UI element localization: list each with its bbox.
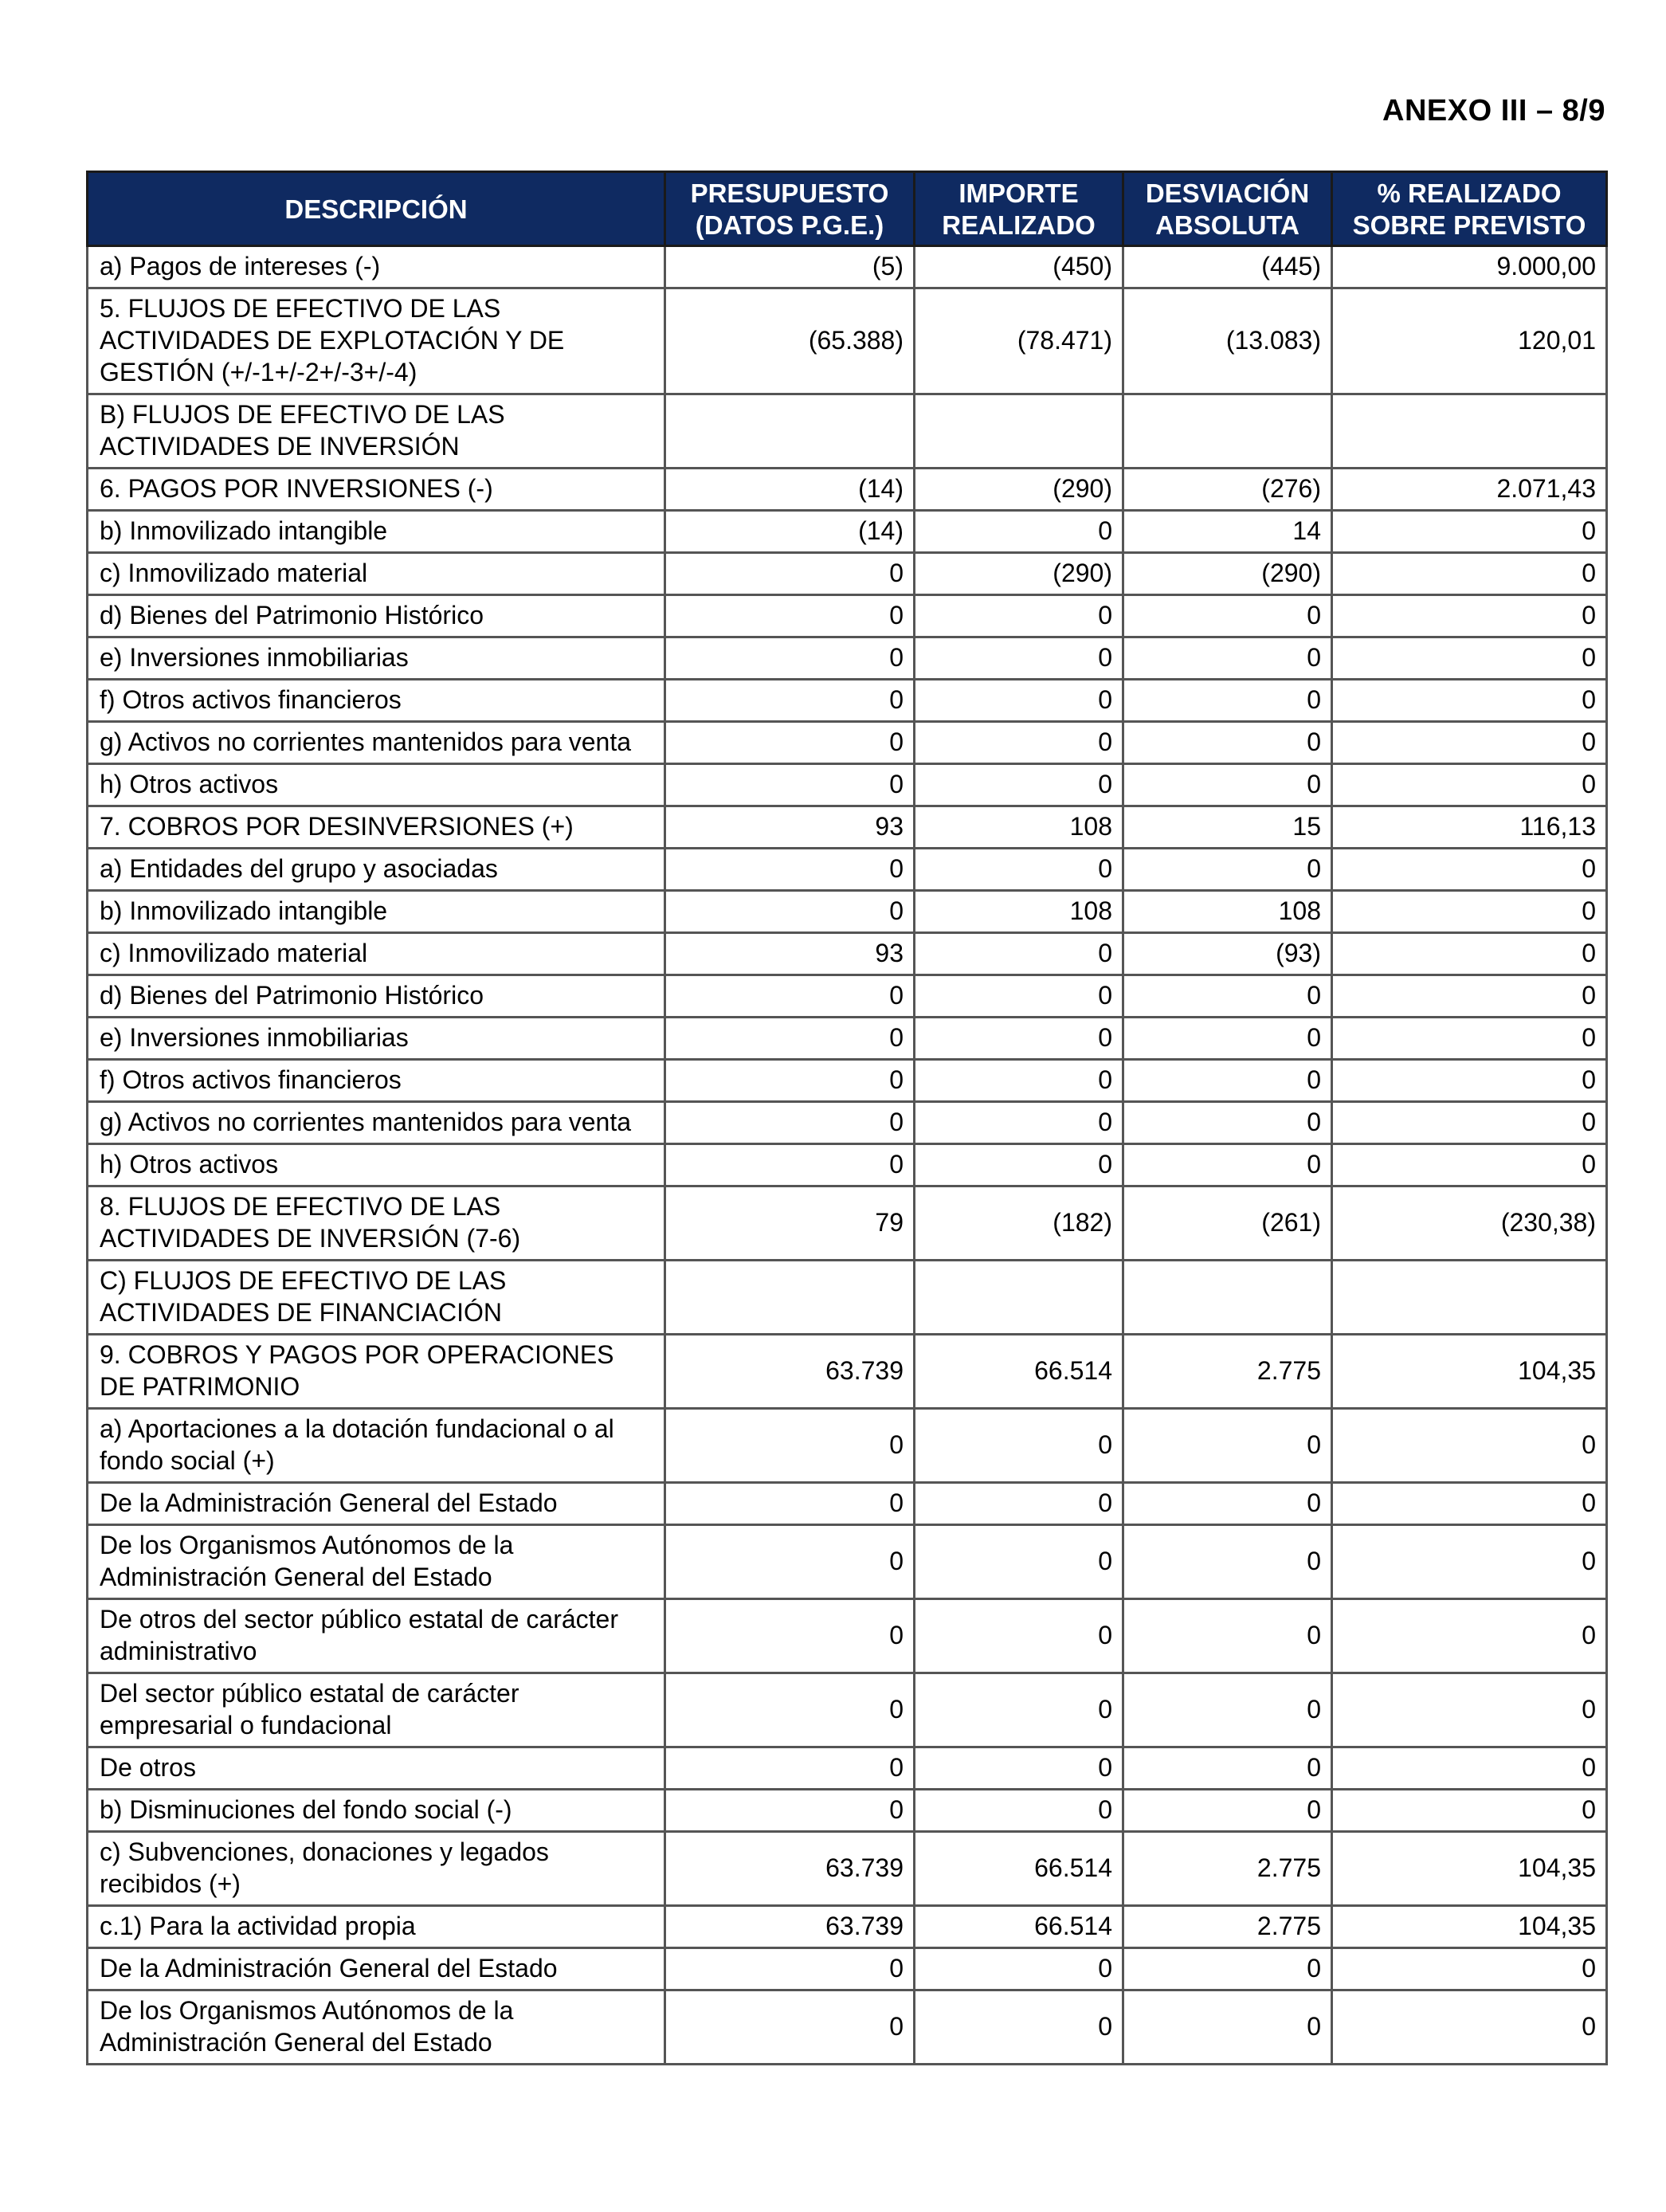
cell-desviacion: 0 xyxy=(1123,1102,1332,1144)
cell-presupuesto: 0 xyxy=(665,1483,915,1525)
cell-presupuesto xyxy=(665,1261,915,1335)
cell-descripcion: f) Otros activos financieros xyxy=(88,1060,665,1102)
cell-presupuesto: (65.388) xyxy=(665,288,915,394)
cell-descripcion: c) Inmovilizado material xyxy=(88,933,665,975)
cell-porcentaje: 0 xyxy=(1332,1948,1607,1990)
cell-descripcion: d) Bienes del Patrimonio Histórico xyxy=(88,975,665,1018)
cell-presupuesto: 0 xyxy=(665,764,915,806)
cell-descripcion: a) Pagos de intereses (-) xyxy=(88,246,665,288)
cell-importe: 0 xyxy=(915,1747,1123,1790)
cell-desviacion: 0 xyxy=(1123,595,1332,637)
cell-descripcion: g) Activos no corrientes mantenidos para venta xyxy=(88,722,665,764)
table-row xyxy=(88,1144,1607,1186)
cell-porcentaje: 0 xyxy=(1332,511,1607,553)
table-row xyxy=(88,849,1607,891)
table-row xyxy=(88,1483,1607,1525)
table-row xyxy=(88,1018,1607,1060)
cell-porcentaje: 0 xyxy=(1332,1990,1607,2065)
table-row xyxy=(88,246,1607,288)
cell-presupuesto: 0 xyxy=(665,1790,915,1832)
cell-presupuesto: 0 xyxy=(665,1102,915,1144)
cell-descripcion: b) Inmovilizado intangible xyxy=(88,511,665,553)
cell-desviacion: (261) xyxy=(1123,1186,1332,1261)
cell-importe: 0 xyxy=(915,1409,1123,1483)
cell-importe: 0 xyxy=(915,1990,1123,2065)
cell-descripcion: b) Disminuciones del fondo social (-) xyxy=(88,1790,665,1832)
cell-desviacion: 0 xyxy=(1123,1747,1332,1790)
cell-porcentaje: 0 xyxy=(1332,1525,1607,1599)
table-row xyxy=(88,637,1607,680)
table-row xyxy=(88,1832,1607,1906)
header-descripcion: DESCRIPCIÓN xyxy=(88,172,665,246)
cell-descripcion: f) Otros activos financieros xyxy=(88,680,665,722)
cell-desviacion: 0 xyxy=(1123,1483,1332,1525)
cell-porcentaje: 0 xyxy=(1332,849,1607,891)
cell-porcentaje: 104,35 xyxy=(1332,1832,1607,1906)
cell-descripcion: De los Organismos Autónomos de la Administración General del Estado xyxy=(88,1525,665,1599)
table-header-row xyxy=(88,172,1607,246)
cash-flow-table xyxy=(86,171,1608,2065)
cell-presupuesto: 0 xyxy=(665,722,915,764)
table-row xyxy=(88,1102,1607,1144)
cell-descripcion: a) Entidades del grupo y asociadas xyxy=(88,849,665,891)
cell-descripcion: C) FLUJOS DE EFECTIVO DE LAS ACTIVIDADES DE FINANCIACIÓN xyxy=(88,1261,665,1335)
cell-porcentaje: 104,35 xyxy=(1332,1335,1607,1409)
cell-porcentaje: 0 xyxy=(1332,1144,1607,1186)
table-row xyxy=(88,1990,1607,2065)
cell-descripcion: De otros del sector público estatal de carácter administrativo xyxy=(88,1599,665,1673)
cell-presupuesto: 0 xyxy=(665,1599,915,1673)
cell-descripcion: h) Otros activos xyxy=(88,1144,665,1186)
cell-porcentaje: 0 xyxy=(1332,1673,1607,1747)
cell-desviacion: 0 xyxy=(1123,764,1332,806)
table-body xyxy=(88,246,1607,2065)
table-row xyxy=(88,1186,1607,1261)
table-row xyxy=(88,891,1607,933)
cell-importe: (290) xyxy=(915,553,1123,595)
cell-descripcion: c) Subvenciones, donaciones y legados recibidos (+) xyxy=(88,1832,665,1906)
cell-porcentaje: 0 xyxy=(1332,680,1607,722)
cell-importe: 0 xyxy=(915,511,1123,553)
cell-desviacion: (290) xyxy=(1123,553,1332,595)
header-porcentaje: % REALIZADO SOBRE PREVISTO xyxy=(1332,172,1607,246)
cell-descripcion: De los Organismos Autónomos de la Administración General del Estado xyxy=(88,1990,665,2065)
table-row xyxy=(88,1790,1607,1832)
cell-presupuesto: 0 xyxy=(665,595,915,637)
cell-presupuesto: 0 xyxy=(665,1747,915,1790)
cell-importe: 0 xyxy=(915,849,1123,891)
cell-porcentaje: 2.071,43 xyxy=(1332,469,1607,511)
cell-importe: 0 xyxy=(915,595,1123,637)
cell-porcentaje: 0 xyxy=(1332,1483,1607,1525)
cell-presupuesto: 79 xyxy=(665,1186,915,1261)
cell-descripcion: e) Inversiones inmobiliarias xyxy=(88,1018,665,1060)
cell-presupuesto: 0 xyxy=(665,1060,915,1102)
cell-descripcion: a) Aportaciones a la dotación fundacional o al fondo social (+) xyxy=(88,1409,665,1483)
cell-desviacion: 2.775 xyxy=(1123,1335,1332,1409)
table-row xyxy=(88,764,1607,806)
cell-desviacion: 0 xyxy=(1123,1525,1332,1599)
cell-desviacion: (93) xyxy=(1123,933,1332,975)
cell-desviacion: 0 xyxy=(1123,849,1332,891)
cell-importe: (450) xyxy=(915,246,1123,288)
cell-porcentaje: 0 xyxy=(1332,722,1607,764)
cell-porcentaje: 0 xyxy=(1332,975,1607,1018)
cell-importe: 0 xyxy=(915,975,1123,1018)
cell-porcentaje: (230,38) xyxy=(1332,1186,1607,1261)
cell-descripcion: 8. FLUJOS DE EFECTIVO DE LAS ACTIVIDADES DE INVERSIÓN (7-6) xyxy=(88,1186,665,1261)
cell-desviacion: 2.775 xyxy=(1123,1906,1332,1948)
table-row xyxy=(88,1906,1607,1948)
cell-presupuesto: 0 xyxy=(665,849,915,891)
cell-presupuesto: 0 xyxy=(665,1409,915,1483)
cell-desviacion xyxy=(1123,394,1332,469)
cell-presupuesto: 0 xyxy=(665,553,915,595)
cell-presupuesto: 0 xyxy=(665,680,915,722)
cell-importe: 108 xyxy=(915,891,1123,933)
cell-descripcion: b) Inmovilizado intangible xyxy=(88,891,665,933)
header-importe: IMPORTE REALIZADO xyxy=(915,172,1123,246)
cell-descripcion: Del sector público estatal de carácter empresarial o fundacional xyxy=(88,1673,665,1747)
cell-presupuesto: 93 xyxy=(665,806,915,849)
cell-importe: 66.514 xyxy=(915,1832,1123,1906)
cell-descripcion: d) Bienes del Patrimonio Histórico xyxy=(88,595,665,637)
cell-porcentaje: 0 xyxy=(1332,595,1607,637)
table-row xyxy=(88,1673,1607,1747)
cell-presupuesto: 0 xyxy=(665,637,915,680)
table-row xyxy=(88,511,1607,553)
cell-importe: 0 xyxy=(915,1790,1123,1832)
cell-desviacion: 0 xyxy=(1123,1144,1332,1186)
cell-presupuesto xyxy=(665,394,915,469)
table-row xyxy=(88,553,1607,595)
cell-desviacion: 0 xyxy=(1123,1060,1332,1102)
table-row xyxy=(88,1060,1607,1102)
table-row xyxy=(88,1409,1607,1483)
cell-desviacion: (445) xyxy=(1123,246,1332,288)
cell-presupuesto: 93 xyxy=(665,933,915,975)
cell-porcentaje: 9.000,00 xyxy=(1332,246,1607,288)
cell-importe: 0 xyxy=(915,680,1123,722)
cell-porcentaje: 0 xyxy=(1332,1060,1607,1102)
table-row xyxy=(88,975,1607,1018)
cell-importe: (290) xyxy=(915,469,1123,511)
cell-importe: 0 xyxy=(915,1948,1123,1990)
cell-porcentaje: 0 xyxy=(1332,1018,1607,1060)
cell-importe: 0 xyxy=(915,1102,1123,1144)
cell-presupuesto: 0 xyxy=(665,975,915,1018)
table-row xyxy=(88,469,1607,511)
cell-presupuesto: 0 xyxy=(665,1673,915,1747)
cell-presupuesto: 0 xyxy=(665,1525,915,1599)
cell-desviacion: 0 xyxy=(1123,1948,1332,1990)
table-row xyxy=(88,595,1607,637)
cell-desviacion: 0 xyxy=(1123,975,1332,1018)
cell-importe xyxy=(915,394,1123,469)
header-presupuesto: PRESUPUESTO (DATOS P.G.E.) xyxy=(665,172,915,246)
cell-importe: 0 xyxy=(915,1144,1123,1186)
cell-porcentaje: 0 xyxy=(1332,1747,1607,1790)
cell-presupuesto: 0 xyxy=(665,1018,915,1060)
cell-desviacion: 0 xyxy=(1123,1990,1332,2065)
cell-importe: 0 xyxy=(915,933,1123,975)
header-desviacion: DESVIACIÓN ABSOLUTA xyxy=(1123,172,1332,246)
table-row xyxy=(88,722,1607,764)
cell-desviacion: 0 xyxy=(1123,637,1332,680)
cell-presupuesto: 63.739 xyxy=(665,1906,915,1948)
cell-descripcion: 9. COBROS Y PAGOS POR OPERACIONES DE PATRIMONIO xyxy=(88,1335,665,1409)
cell-desviacion: (13.083) xyxy=(1123,288,1332,394)
cell-porcentaje xyxy=(1332,394,1607,469)
cell-descripcion: e) Inversiones inmobiliarias xyxy=(88,637,665,680)
cell-importe: 0 xyxy=(915,637,1123,680)
table-row xyxy=(88,806,1607,849)
cell-descripcion: c.1) Para la actividad propia xyxy=(88,1906,665,1948)
cell-descripcion: De la Administración General del Estado xyxy=(88,1948,665,1990)
cell-descripcion: h) Otros activos xyxy=(88,764,665,806)
cell-porcentaje: 0 xyxy=(1332,1599,1607,1673)
cell-importe: 0 xyxy=(915,1673,1123,1747)
cell-desviacion: 0 xyxy=(1123,1018,1332,1060)
cell-descripcion: g) Activos no corrientes mantenidos para venta xyxy=(88,1102,665,1144)
cell-desviacion: 0 xyxy=(1123,1599,1332,1673)
cell-importe: 0 xyxy=(915,1018,1123,1060)
cell-descripcion: B) FLUJOS DE EFECTIVO DE LAS ACTIVIDADES DE INVERSIÓN xyxy=(88,394,665,469)
cell-importe: 0 xyxy=(915,1060,1123,1102)
cell-descripcion: De otros xyxy=(88,1747,665,1790)
cell-porcentaje: 0 xyxy=(1332,553,1607,595)
cell-importe xyxy=(915,1261,1123,1335)
cell-porcentaje: 0 xyxy=(1332,637,1607,680)
table-row xyxy=(88,933,1607,975)
cell-descripcion: 6. PAGOS POR INVERSIONES (-) xyxy=(88,469,665,511)
cell-desviacion: 0 xyxy=(1123,1409,1332,1483)
cell-porcentaje: 116,13 xyxy=(1332,806,1607,849)
cell-importe: 0 xyxy=(915,722,1123,764)
cell-importe: (78.471) xyxy=(915,288,1123,394)
table-row xyxy=(88,1261,1607,1335)
table-row xyxy=(88,680,1607,722)
cell-porcentaje: 0 xyxy=(1332,764,1607,806)
cell-desviacion: (276) xyxy=(1123,469,1332,511)
cell-desviacion: 0 xyxy=(1123,680,1332,722)
cell-porcentaje: 0 xyxy=(1332,1790,1607,1832)
cell-importe: 66.514 xyxy=(915,1906,1123,1948)
annex-title: ANEXO III – 8/9 xyxy=(1382,94,1605,127)
cell-porcentaje: 0 xyxy=(1332,1409,1607,1483)
cell-presupuesto: 0 xyxy=(665,1948,915,1990)
cell-porcentaje: 0 xyxy=(1332,933,1607,975)
table-row xyxy=(88,288,1607,394)
cell-presupuesto: (14) xyxy=(665,511,915,553)
cell-presupuesto: 0 xyxy=(665,891,915,933)
cell-desviacion: 0 xyxy=(1123,1673,1332,1747)
cell-descripcion: 7. COBROS POR DESINVERSIONES (+) xyxy=(88,806,665,849)
cell-descripcion: 5. FLUJOS DE EFECTIVO DE LAS ACTIVIDADES DE EXPLOTACIÓN Y DE GESTIÓN (+/-1+/-2+/-3+/-4) xyxy=(88,288,665,394)
cell-importe: 66.514 xyxy=(915,1335,1123,1409)
cell-desviacion: 0 xyxy=(1123,1790,1332,1832)
cell-importe: 0 xyxy=(915,1525,1123,1599)
table-row xyxy=(88,1747,1607,1790)
cell-desviacion: 0 xyxy=(1123,722,1332,764)
cell-presupuesto: 63.739 xyxy=(665,1832,915,1906)
cell-descripcion: c) Inmovilizado material xyxy=(88,553,665,595)
cell-importe: (182) xyxy=(915,1186,1123,1261)
cell-desviacion: 15 xyxy=(1123,806,1332,849)
cell-porcentaje: 0 xyxy=(1332,1102,1607,1144)
table-row xyxy=(88,1335,1607,1409)
table-row xyxy=(88,394,1607,469)
cell-presupuesto: 0 xyxy=(665,1144,915,1186)
cell-desviacion: 108 xyxy=(1123,891,1332,933)
cell-importe: 108 xyxy=(915,806,1123,849)
cell-desviacion: 2.775 xyxy=(1123,1832,1332,1906)
cell-presupuesto: 63.739 xyxy=(665,1335,915,1409)
table-row xyxy=(88,1525,1607,1599)
cell-porcentaje: 0 xyxy=(1332,891,1607,933)
cell-importe: 0 xyxy=(915,1599,1123,1673)
cell-desviacion xyxy=(1123,1261,1332,1335)
cell-presupuesto: 0 xyxy=(665,1990,915,2065)
cell-descripcion: De la Administración General del Estado xyxy=(88,1483,665,1525)
cell-porcentaje: 120,01 xyxy=(1332,288,1607,394)
cell-importe: 0 xyxy=(915,1483,1123,1525)
cell-porcentaje: 104,35 xyxy=(1332,1906,1607,1948)
cell-desviacion: 14 xyxy=(1123,511,1332,553)
cell-presupuesto: (14) xyxy=(665,469,915,511)
table-row xyxy=(88,1948,1607,1990)
cell-presupuesto: (5) xyxy=(665,246,915,288)
cell-importe: 0 xyxy=(915,764,1123,806)
table-row xyxy=(88,1599,1607,1673)
cell-porcentaje xyxy=(1332,1261,1607,1335)
